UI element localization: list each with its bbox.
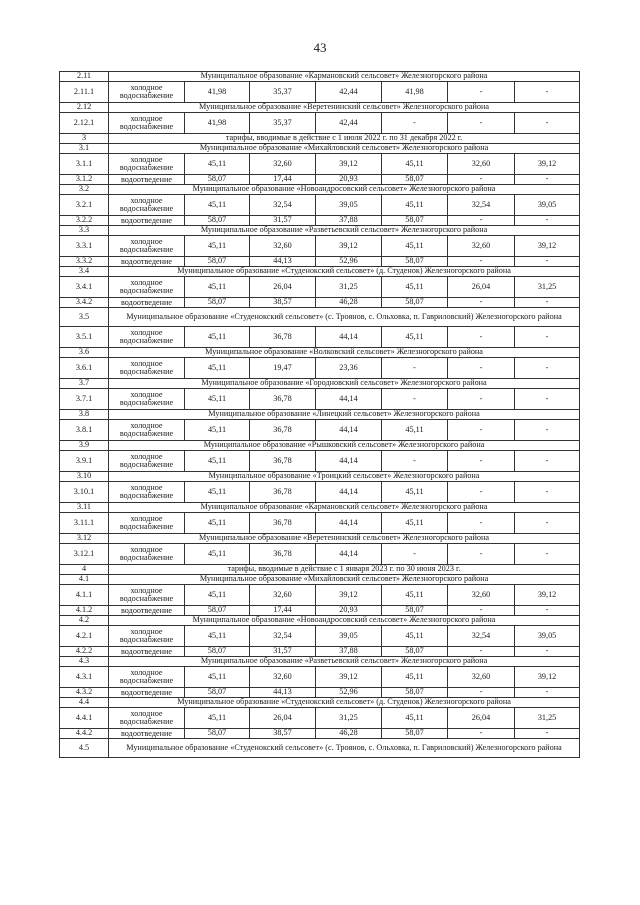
row-number-cell: 3.3.1 — [60, 236, 109, 257]
tariff-value-cell: 45,11 — [382, 667, 448, 688]
tariff-value-cell: 32,54 — [448, 195, 515, 216]
tariff-value-cell: 36,78 — [250, 513, 316, 534]
row-number-cell: 3.10 — [60, 472, 109, 482]
row-number-cell: 4.1.1 — [60, 585, 109, 606]
row-number-cell: 4.4.1 — [60, 708, 109, 729]
tariff-value-cell: - — [515, 606, 580, 616]
row-number-cell: 4 — [60, 565, 109, 575]
table-row — [60, 216, 580, 226]
section-header-row — [60, 379, 580, 389]
tariff-value-cell: 42,44 — [316, 113, 382, 134]
tariff-value-cell: 39,12 — [515, 667, 580, 688]
service-cell: холодное водоснабжение — [109, 277, 185, 298]
section-header-row — [60, 348, 580, 358]
row-number-cell: 2.11 — [60, 72, 109, 82]
tariff-value-cell: 58,07 — [382, 647, 448, 657]
section-title-cell: Муниципальное образование «Кармановский сельсовет» Железногорского района — [109, 503, 580, 513]
section-header-row — [60, 575, 580, 585]
tariff-value-cell: 32,60 — [250, 585, 316, 606]
tariff-value-cell: 26,04 — [448, 708, 515, 729]
tariff-value-cell: 17,44 — [250, 606, 316, 616]
section-title-cell: Муниципальное образование «Разветьевский сельсовет» Железногорского района — [109, 657, 580, 667]
row-number-cell: 3.2.1 — [60, 195, 109, 216]
tariff-value-cell: 44,14 — [316, 327, 382, 348]
tariff-value-cell: 45,11 — [382, 626, 448, 647]
row-number-cell: 4.1.2 — [60, 606, 109, 616]
tariff-value-cell: - — [382, 358, 448, 379]
table-row — [60, 82, 580, 103]
row-number-cell: 4.1 — [60, 575, 109, 585]
tariff-value-cell: 19,47 — [250, 358, 316, 379]
row-number-cell: 3.8.1 — [60, 420, 109, 441]
tariff-value-cell: - — [448, 389, 515, 410]
tariff-value-cell: - — [515, 327, 580, 348]
tariff-value-cell: 45,11 — [382, 420, 448, 441]
tariff-value-cell: 58,07 — [382, 257, 448, 267]
tariff-value-cell: 45,11 — [185, 482, 250, 503]
row-number-cell: 3.9 — [60, 441, 109, 451]
row-number-cell: 4.4 — [60, 698, 109, 708]
tariff-value-cell: 39,05 — [515, 626, 580, 647]
tariff-value-cell: - — [448, 113, 515, 134]
tariff-value-cell: 39,05 — [316, 195, 382, 216]
section-title-cell: Муниципальное образование «Студенокский сельсовет» (с. Троянов, с. Ольховка, п. Гавриловский) Железногорского района — [109, 308, 580, 327]
tariff-value-cell: - — [448, 647, 515, 657]
tariff-value-cell: 45,11 — [382, 154, 448, 175]
table-row — [60, 688, 580, 698]
tariff-value-cell: - — [515, 298, 580, 308]
tariff-table — [59, 71, 580, 758]
table-row — [60, 195, 580, 216]
tariff-value-cell: 35,37 — [250, 113, 316, 134]
section-header-row — [60, 134, 580, 144]
tariff-value-cell: 39,12 — [316, 236, 382, 257]
tariff-value-cell: 20,93 — [316, 606, 382, 616]
tariff-value-cell: 44,14 — [316, 389, 382, 410]
tariff-value-cell: 32,54 — [250, 195, 316, 216]
section-header-row — [60, 441, 580, 451]
section-title-cell: Муниципальное образование «Веретенинский сельсовет» Железногорского района — [109, 103, 580, 113]
tariff-value-cell: - — [448, 175, 515, 185]
row-number-cell: 3.6 — [60, 348, 109, 358]
tariff-value-cell: 31,25 — [316, 277, 382, 298]
section-header-row — [60, 698, 580, 708]
tariff-value-cell: 36,78 — [250, 544, 316, 565]
row-number-cell: 2.12.1 — [60, 113, 109, 134]
section-header-row — [60, 185, 580, 195]
tariff-value-cell: - — [448, 420, 515, 441]
row-number-cell: 3.2 — [60, 185, 109, 195]
tariff-value-cell: - — [448, 257, 515, 267]
section-header-row — [60, 657, 580, 667]
section-header-row — [60, 72, 580, 82]
tariff-value-cell: - — [448, 327, 515, 348]
tariff-value-cell: - — [448, 358, 515, 379]
tariff-value-cell: 44,14 — [316, 544, 382, 565]
tariff-value-cell: 35,37 — [250, 82, 316, 103]
tariff-value-cell: 39,12 — [316, 585, 382, 606]
tariff-value-cell: 45,11 — [185, 667, 250, 688]
tariff-value-cell: 42,44 — [316, 82, 382, 103]
section-header-row — [60, 226, 580, 236]
tariff-value-cell: 45,11 — [185, 236, 250, 257]
tariff-value-cell: 31,25 — [515, 708, 580, 729]
section-title-cell: Муниципальное образование «Новоандросовский сельсовет» Железногорского района — [109, 616, 580, 626]
section-title-cell: Муниципальное образование «Веретенинский сельсовет» Железногорского района — [109, 534, 580, 544]
row-number-cell: 3.1.2 — [60, 175, 109, 185]
row-number-cell: 3.2.2 — [60, 216, 109, 226]
table-row — [60, 327, 580, 348]
row-number-cell: 3.12 — [60, 534, 109, 544]
section-title-cell: Муниципальное образование «Разветьевский сельсовет» Железногорского района — [109, 226, 580, 236]
tariff-value-cell: - — [382, 113, 448, 134]
tariff-value-cell: - — [515, 389, 580, 410]
section-title-cell: Муниципальное образование «Михайловский сельсовет» Железногорского района — [109, 144, 580, 154]
tariff-value-cell: 58,07 — [185, 216, 250, 226]
tariff-value-cell: 58,07 — [382, 216, 448, 226]
tariff-value-cell: 32,60 — [250, 667, 316, 688]
table-row — [60, 667, 580, 688]
tariff-value-cell: 45,11 — [185, 451, 250, 472]
tariff-value-cell: 32,60 — [448, 236, 515, 257]
tariff-value-cell: 36,78 — [250, 420, 316, 441]
tariff-value-cell: 23,36 — [316, 358, 382, 379]
tariff-value-cell: 39,12 — [316, 154, 382, 175]
service-cell: водоотведение — [109, 729, 185, 739]
row-number-cell: 3.3 — [60, 226, 109, 236]
tariff-value-cell: 58,07 — [185, 647, 250, 657]
tariff-value-cell: - — [382, 389, 448, 410]
row-number-cell: 3.5 — [60, 308, 109, 327]
tariff-value-cell: 58,07 — [382, 729, 448, 739]
tariff-value-cell: 36,78 — [250, 389, 316, 410]
tariff-value-cell: 45,11 — [185, 195, 250, 216]
table-row — [60, 358, 580, 379]
tariff-value-cell: - — [448, 544, 515, 565]
service-cell: холодное водоснабжение — [109, 585, 185, 606]
tariff-value-cell: 32,60 — [448, 667, 515, 688]
service-cell: холодное водоснабжение — [109, 626, 185, 647]
service-cell: холодное водоснабжение — [109, 327, 185, 348]
service-cell: холодное водоснабжение — [109, 195, 185, 216]
section-title-cell: Муниципальное образование «Троицкий сельсовет» Железногорского района — [109, 472, 580, 482]
tariff-value-cell: 41,98 — [382, 82, 448, 103]
tariff-value-cell: 31,25 — [316, 708, 382, 729]
section-header-row — [60, 739, 580, 758]
tariff-value-cell: 46,28 — [316, 298, 382, 308]
row-number-cell: 3.7 — [60, 379, 109, 389]
service-cell: холодное водоснабжение — [109, 113, 185, 134]
tariff-value-cell: 45,11 — [185, 154, 250, 175]
row-number-cell: 3.4.2 — [60, 298, 109, 308]
row-number-cell: 3.1 — [60, 144, 109, 154]
tariff-value-cell: - — [448, 298, 515, 308]
service-cell: холодное водоснабжение — [109, 513, 185, 534]
table-row — [60, 482, 580, 503]
tariff-value-cell: - — [515, 358, 580, 379]
section-title-cell: Муниципальное образование «Студенокский сельсовет» (д. Студенок) Железногорского района — [109, 267, 580, 277]
service-cell: холодное водоснабжение — [109, 420, 185, 441]
tariff-value-cell: - — [515, 113, 580, 134]
row-number-cell: 4.2 — [60, 616, 109, 626]
tariff-value-cell: - — [515, 257, 580, 267]
tariff-value-cell: 39,12 — [515, 585, 580, 606]
tariff-value-cell: 58,07 — [185, 298, 250, 308]
tariff-value-cell: 31,25 — [515, 277, 580, 298]
table-row — [60, 420, 580, 441]
tariff-value-cell: 58,07 — [382, 298, 448, 308]
tariff-value-cell: 26,04 — [448, 277, 515, 298]
section-title-cell: Муниципальное образование «Кармановский сельсовет» Железногорского района — [109, 72, 580, 82]
tariff-value-cell: 58,07 — [185, 729, 250, 739]
service-cell: холодное водоснабжение — [109, 544, 185, 565]
tariff-value-cell: 41,98 — [185, 82, 250, 103]
tariff-value-cell: 32,54 — [448, 626, 515, 647]
tariff-value-cell: 45,11 — [185, 420, 250, 441]
row-number-cell: 2.12 — [60, 103, 109, 113]
tariff-value-cell: - — [515, 420, 580, 441]
row-number-cell: 3.7.1 — [60, 389, 109, 410]
section-header-row — [60, 565, 580, 575]
tariff-value-cell: - — [515, 175, 580, 185]
tariff-value-cell: - — [448, 82, 515, 103]
tariff-value-cell: - — [448, 451, 515, 472]
row-number-cell: 3.3.2 — [60, 257, 109, 267]
section-header-row — [60, 144, 580, 154]
tariff-value-cell: 44,13 — [250, 688, 316, 698]
tariff-value-cell: - — [515, 82, 580, 103]
section-title-cell: Муниципальное образование «Городновский сельсовет» Железногорского района — [109, 379, 580, 389]
tariff-value-cell: - — [515, 729, 580, 739]
section-header-row — [60, 472, 580, 482]
tariff-value-cell: 37,88 — [316, 647, 382, 657]
section-title-cell: Муниципальное образование «Линецкий сельсовет» Железногорского района — [109, 410, 580, 420]
tariff-value-cell: 58,07 — [185, 175, 250, 185]
tariff-value-cell: 44,14 — [316, 482, 382, 503]
tariff-value-cell: 44,14 — [316, 513, 382, 534]
section-title-cell: Муниципальное образование «Волковский сельсовет» Железногорского района — [109, 348, 580, 358]
table-row — [60, 175, 580, 185]
tariff-value-cell: 31,57 — [250, 647, 316, 657]
tariff-value-cell: - — [448, 216, 515, 226]
service-cell: водоотведение — [109, 688, 185, 698]
table-row — [60, 113, 580, 134]
section-header-row — [60, 103, 580, 113]
tariff-value-cell: 45,11 — [382, 585, 448, 606]
tariff-value-cell: 32,54 — [250, 626, 316, 647]
tariff-value-cell: 45,11 — [185, 626, 250, 647]
row-number-cell: 4.3.2 — [60, 688, 109, 698]
tariff-value-cell: 26,04 — [250, 277, 316, 298]
section-title-cell: Муниципальное образование «Новоандросовский сельсовет» Железногорского района — [109, 185, 580, 195]
tariff-value-cell: 38,57 — [250, 298, 316, 308]
tariff-value-cell: 45,11 — [185, 708, 250, 729]
tariff-value-cell: 45,11 — [185, 513, 250, 534]
tariff-value-cell: 31,57 — [250, 216, 316, 226]
row-number-cell: 4.2.1 — [60, 626, 109, 647]
tariff-value-cell: 20,93 — [316, 175, 382, 185]
tariff-value-cell: 58,07 — [382, 606, 448, 616]
tariff-value-cell: 26,04 — [250, 708, 316, 729]
section-title-cell: Муниципальное образование «Рышковский сельсовет» Железногорского района — [109, 441, 580, 451]
tariff-value-cell: - — [448, 513, 515, 534]
tariff-value-cell: 17,44 — [250, 175, 316, 185]
service-cell: водоотведение — [109, 298, 185, 308]
tariff-value-cell: 45,11 — [382, 482, 448, 503]
tariff-value-cell: 45,11 — [185, 544, 250, 565]
page-number: 43 — [313, 40, 327, 55]
tariff-value-cell: 32,60 — [250, 236, 316, 257]
row-number-cell: 4.5 — [60, 739, 109, 758]
service-cell: холодное водоснабжение — [109, 236, 185, 257]
tariff-value-cell: - — [515, 688, 580, 698]
table-row — [60, 154, 580, 175]
row-number-cell: 3.10.1 — [60, 482, 109, 503]
row-number-cell: 2.11.1 — [60, 82, 109, 103]
service-cell: холодное водоснабжение — [109, 82, 185, 103]
tariff-value-cell: 45,11 — [185, 358, 250, 379]
tariff-value-cell: 36,78 — [250, 482, 316, 503]
tariff-value-cell: 45,11 — [382, 277, 448, 298]
tariff-value-cell: 38,57 — [250, 729, 316, 739]
tariff-value-cell: 41,98 — [185, 113, 250, 134]
service-cell: водоотведение — [109, 647, 185, 657]
tariff-value-cell: 39,12 — [515, 154, 580, 175]
section-header-row — [60, 410, 580, 420]
row-number-cell: 3.4.1 — [60, 277, 109, 298]
row-number-cell: 3.6.1 — [60, 358, 109, 379]
tariff-value-cell: - — [515, 544, 580, 565]
tariff-value-cell: 39,05 — [316, 626, 382, 647]
row-number-cell: 4.2.2 — [60, 647, 109, 657]
row-number-cell: 4.4.2 — [60, 729, 109, 739]
tariff-value-cell: 32,60 — [448, 154, 515, 175]
row-number-cell: 3.8 — [60, 410, 109, 420]
section-title-cell: Муниципальное образование «Михайловский сельсовет» Железногорского района — [109, 575, 580, 585]
row-number-cell: 3.11.1 — [60, 513, 109, 534]
tariff-value-cell: 36,78 — [250, 327, 316, 348]
section-title-cell: Муниципальное образование «Студенокский сельсовет» (д. Студенок) Железногорского района — [109, 698, 580, 708]
service-cell: холодное водоснабжение — [109, 389, 185, 410]
tariff-value-cell: 58,07 — [185, 606, 250, 616]
tariff-value-cell: 45,11 — [382, 327, 448, 348]
table-row — [60, 729, 580, 739]
tariff-value-cell: 45,11 — [382, 513, 448, 534]
table-row — [60, 708, 580, 729]
section-header-row — [60, 267, 580, 277]
tariff-value-cell: - — [448, 482, 515, 503]
row-number-cell: 4.3 — [60, 657, 109, 667]
tariff-value-cell: 52,96 — [316, 688, 382, 698]
tariff-value-cell: - — [515, 482, 580, 503]
row-number-cell: 3.11 — [60, 503, 109, 513]
tariff-value-cell: 37,88 — [316, 216, 382, 226]
tariff-value-cell: 32,60 — [250, 154, 316, 175]
service-cell: холодное водоснабжение — [109, 358, 185, 379]
table-row — [60, 544, 580, 565]
service-cell: холодное водоснабжение — [109, 154, 185, 175]
tariff-value-cell: 39,12 — [515, 236, 580, 257]
tariff-value-cell: 39,12 — [316, 667, 382, 688]
tariff-value-cell: 46,28 — [316, 729, 382, 739]
table-row — [60, 606, 580, 616]
tariff-value-cell: 44,14 — [316, 420, 382, 441]
row-number-cell: 3.1.1 — [60, 154, 109, 175]
section-header-row — [60, 616, 580, 626]
tariff-value-cell: - — [515, 647, 580, 657]
table-row — [60, 513, 580, 534]
service-cell: холодное водоснабжение — [109, 451, 185, 472]
tariff-value-cell: 44,14 — [316, 451, 382, 472]
tariff-value-cell: 58,07 — [185, 257, 250, 267]
section-title-cell: Муниципальное образование «Студенокский сельсовет» (с. Троянов, с. Ольховка, п. Гавриловский) Железногорского района — [109, 739, 580, 758]
section-header-row — [60, 308, 580, 327]
section-title-cell: тарифы, вводимые в действие с 1 июля 2022 г. по 31 декабря 2022 г. — [109, 134, 580, 144]
row-number-cell: 3.12.1 — [60, 544, 109, 565]
table-row — [60, 626, 580, 647]
table-row — [60, 298, 580, 308]
table-row — [60, 257, 580, 267]
section-title-cell: тарифы, вводимые в действие с 1 января 2023 г. по 30 июня 2023 г. — [109, 565, 580, 575]
tariff-value-cell: 45,11 — [185, 585, 250, 606]
tariff-value-cell: 58,07 — [382, 175, 448, 185]
service-cell: холодное водоснабжение — [109, 708, 185, 729]
service-cell: водоотведение — [109, 216, 185, 226]
service-cell: водоотведение — [109, 606, 185, 616]
table-row — [60, 277, 580, 298]
tariff-value-cell: 52,96 — [316, 257, 382, 267]
service-cell: водоотведение — [109, 175, 185, 185]
section-header-row — [60, 503, 580, 513]
row-number-cell: 4.3.1 — [60, 667, 109, 688]
tariff-value-cell: 45,11 — [382, 708, 448, 729]
tariff-value-cell: 58,07 — [382, 688, 448, 698]
tariff-value-cell: - — [448, 606, 515, 616]
tariff-value-cell: 45,11 — [185, 327, 250, 348]
table-row — [60, 585, 580, 606]
row-number-cell: 3.9.1 — [60, 451, 109, 472]
table-row — [60, 389, 580, 410]
tariff-value-cell: 32,60 — [448, 585, 515, 606]
row-number-cell: 3 — [60, 134, 109, 144]
tariff-value-cell: - — [382, 544, 448, 565]
tariff-value-cell: - — [515, 513, 580, 534]
tariff-value-cell: - — [382, 451, 448, 472]
tariff-value-cell: 39,05 — [515, 195, 580, 216]
service-cell: холодное водоснабжение — [109, 482, 185, 503]
table-row — [60, 647, 580, 657]
service-cell: водоотведение — [109, 257, 185, 267]
table-row — [60, 451, 580, 472]
row-number-cell: 3.5.1 — [60, 327, 109, 348]
tariff-value-cell: - — [515, 451, 580, 472]
tariff-value-cell: 45,11 — [382, 236, 448, 257]
tariff-value-cell: 36,78 — [250, 451, 316, 472]
tariff-value-cell: 45,11 — [382, 195, 448, 216]
section-header-row — [60, 534, 580, 544]
tariff-value-cell: - — [448, 729, 515, 739]
tariff-value-cell: - — [515, 216, 580, 226]
tariff-value-cell: 45,11 — [185, 277, 250, 298]
table-row — [60, 236, 580, 257]
row-number-cell: 3.4 — [60, 267, 109, 277]
service-cell: холодное водоснабжение — [109, 667, 185, 688]
tariff-value-cell: - — [448, 688, 515, 698]
tariff-value-cell: 44,13 — [250, 257, 316, 267]
tariff-value-cell: 58,07 — [185, 688, 250, 698]
tariff-value-cell: 45,11 — [185, 389, 250, 410]
